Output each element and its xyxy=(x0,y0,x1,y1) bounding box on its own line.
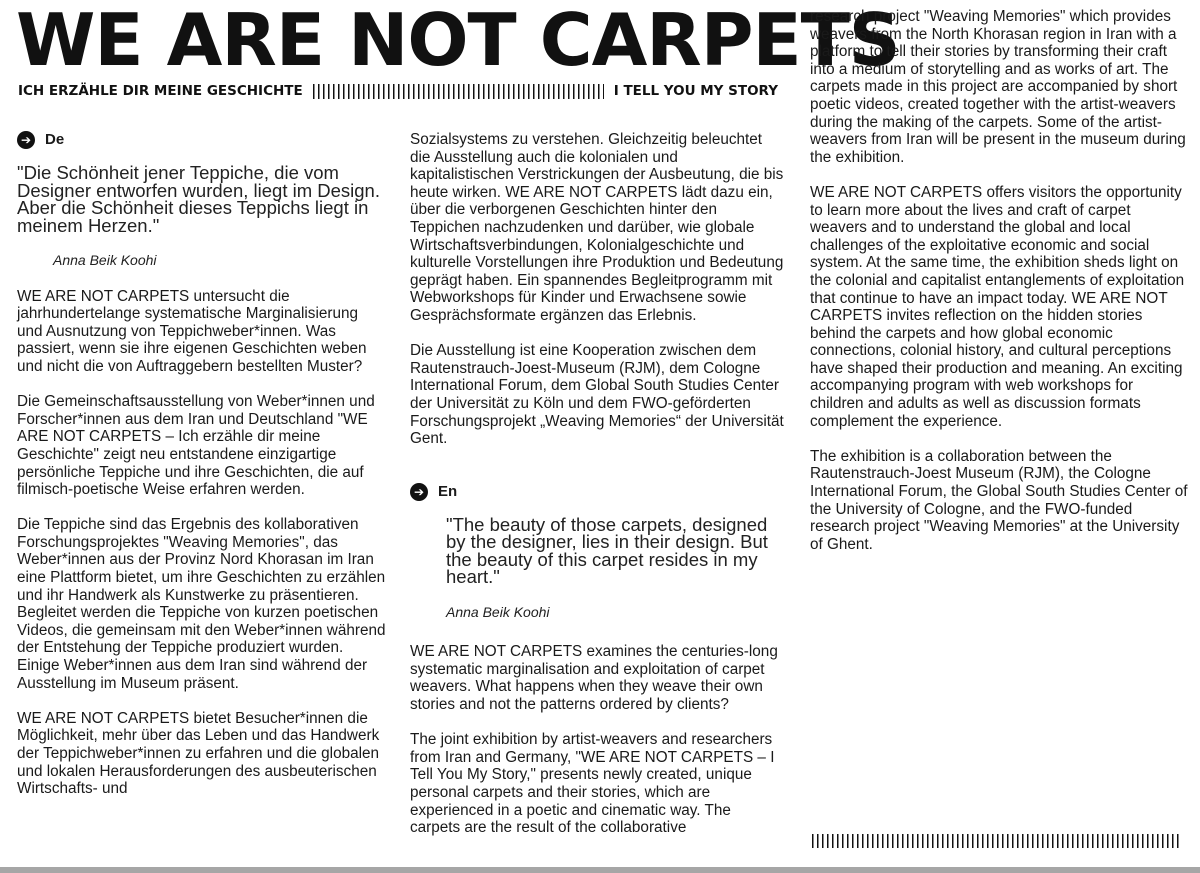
subtitle-en: I TELL YOU MY STORY xyxy=(613,83,778,99)
paragraph-en: research project "Weaving Memories" which provides weavers from the North Khorasan region in Iran with a platform to tell their stories by transforming their craft into a medium of storytelling and as works of art. The carpets made in this project are accompanied by short poetic videos, created together with the artist-weavers during the making of the carpets. Some of the artist-weavers from Iran will be present in the museum during the exhibition. xyxy=(810,8,1186,166)
column-english xyxy=(810,8,1190,571)
subtitle-de: ICH ERZÄHLE DIR MEINE GESCHICHTE xyxy=(18,83,303,99)
paragraph-en: WE ARE NOT CARPETS examines the centuries-long systematic marginalisation and exploitation of carpet weavers. What happens when they weave their own stories and not the patterns ordered by clients? xyxy=(410,643,778,714)
section-header-de xyxy=(17,130,387,150)
paragraph-en: WE ARE NOT CARPETS offers visitors the opportunity to learn more about the lives and craft of carpet weavers and to understand the global and local challenges of the exploitative economic and social system. At the same time, the exhibition sheds light on the colonial and capitalist entanglements of exploitation that continue to have an impact today. WE ARE NOT CARPETS invites reflection on the hidden stories behind the carpets and how global economic connections, colonial history, and cultural perceptions have shaped their production and meaning. An exciting accompanying program with web workshops for children and adults as well as discussion formats complement the experience. xyxy=(810,183,1185,430)
section-label-en: En xyxy=(438,482,458,500)
paragraph-en: The exhibition is a collaboration between the Rautenstrauch-Joest Museum (RJM), the Cologne International Forum, the Global South Studies Center of the University of Cologne, and the FWO-funded research project "Weaving Memories" at the University of Ghent. xyxy=(810,447,1188,553)
section-label-de: De xyxy=(45,131,65,149)
quote-de: "Die Schönheit jener Teppiche, die vom Designer entworfen wurden, liegt im Design. Aber die Schönheit dieses Teppichs liegt in meinem Herzen." xyxy=(17,162,380,236)
paragraph-de: Die Gemeinschaftsausstellung von Weber*innen und Forscher*innen aus dem Iran und Deutschland "WE ARE NOT CARPETS – Ich erzähle dir meine Geschichte" zeigt neu entstandene einzigartige persönliche Teppiche und ihre Geschichten, die auf filmisch-poetische Weise erfahren werden. xyxy=(17,393,375,499)
paragraph-de: WE ARE NOT CARPETS bietet Besucher*innen die Möglichkeit, mehr über das Leben und das Handwerk der Teppichweber*innen zu erfahren und die globalen und lokalen Herausforderungen des ausbeuterischen Wirtschafts- und xyxy=(17,709,380,798)
paragraph-de: WE ARE NOT CARPETS untersucht die jahrhundertelange systematische Marginalisierung und Ausnutzung von Teppichweber*innen. Was passiert, wenn sie ihre eigenen Geschichten weben und nicht die von Auftraggebern bestellten Muster? xyxy=(17,287,367,375)
arrow-right-circle-icon: ➔ xyxy=(410,483,428,501)
barcode-divider xyxy=(313,84,604,99)
paragraph-de: Die Teppiche sind das Ergebnis des kollaborativen Forschungsprojektes "Weaving Memories", das Weber*innen aus der Provinz Nord Khorasan im Iran eine Plattform bietet, um ihre Geschichten zu erzählen und ihr Handwerk als Kunstwerke zu präsentieren. Begleitet werden die Teppiche von kurzen poetischen Videos, die gemeinsam mit den Weber*innen während der Entstehung der Teppiche produziert wurden. Einige Weber*innen aus dem Iran sind während der Ausstellung im Museum präsent. xyxy=(17,516,386,692)
arrow-right-circle-icon: ➔ xyxy=(17,131,35,149)
bottom-strip xyxy=(0,867,1200,873)
subtitle-row xyxy=(18,82,778,100)
page-title: WE ARE NOT CARPETS xyxy=(16,0,900,82)
barcode-footer xyxy=(812,834,1182,848)
quote-en: "The beauty of those carpets, designed by the designer, lies in their design. But the beauty of this carpet resides in my heart." xyxy=(446,513,768,588)
section-header-en xyxy=(410,482,785,502)
paragraph-en: The joint exhibition by artist-weavers and researchers from Iran and Germany, "WE ARE NOT CARPETS – I Tell You My Story," presents newly created, unique personal carpets and their stories, which are experienced in a poetic and cinematic way. The carpets are the result of the collaborative xyxy=(410,731,775,837)
paragraph-de: Sozialsystems zu verstehen. Gleichzeitig beleuchtet die Ausstellung auch die kolonialen und kapitalistischen Verstrickungen der Ausbeutung, die bis heute wirken. WE ARE NOT CARPETS lädt dazu ein, über die verborgenen Geschichten hinter den Teppichen nachzudenken und darüber, wie globale Wirtschaftsverbindungen, Kolonialgeschichte und kulturelle Vorstellungen ihre Produktion und Bedeutung geprägt haben. Ein spannendes Begleitprogramm mit Webworkshops für Kinder und Erwachsene sowie Gesprächsformate ergänzen das Erlebnis. xyxy=(410,131,784,324)
paragraph-de: Die Ausstellung ist eine Kooperation zwischen dem Rautenstrauch-Joest-Museum (RJM), dem Cologne International Forum, dem Global South Studies Center der Universität zu Köln und dem FWO-geförderten Forschungsprojekt „Weaving Memories“ der Universität Gent. xyxy=(410,342,784,448)
column-mixed xyxy=(410,131,785,854)
quote-author-en: Anna Beik Koohi xyxy=(446,603,550,620)
quote-author-de: Anna Beik Koohi xyxy=(53,251,157,268)
column-german-1 xyxy=(17,130,387,815)
